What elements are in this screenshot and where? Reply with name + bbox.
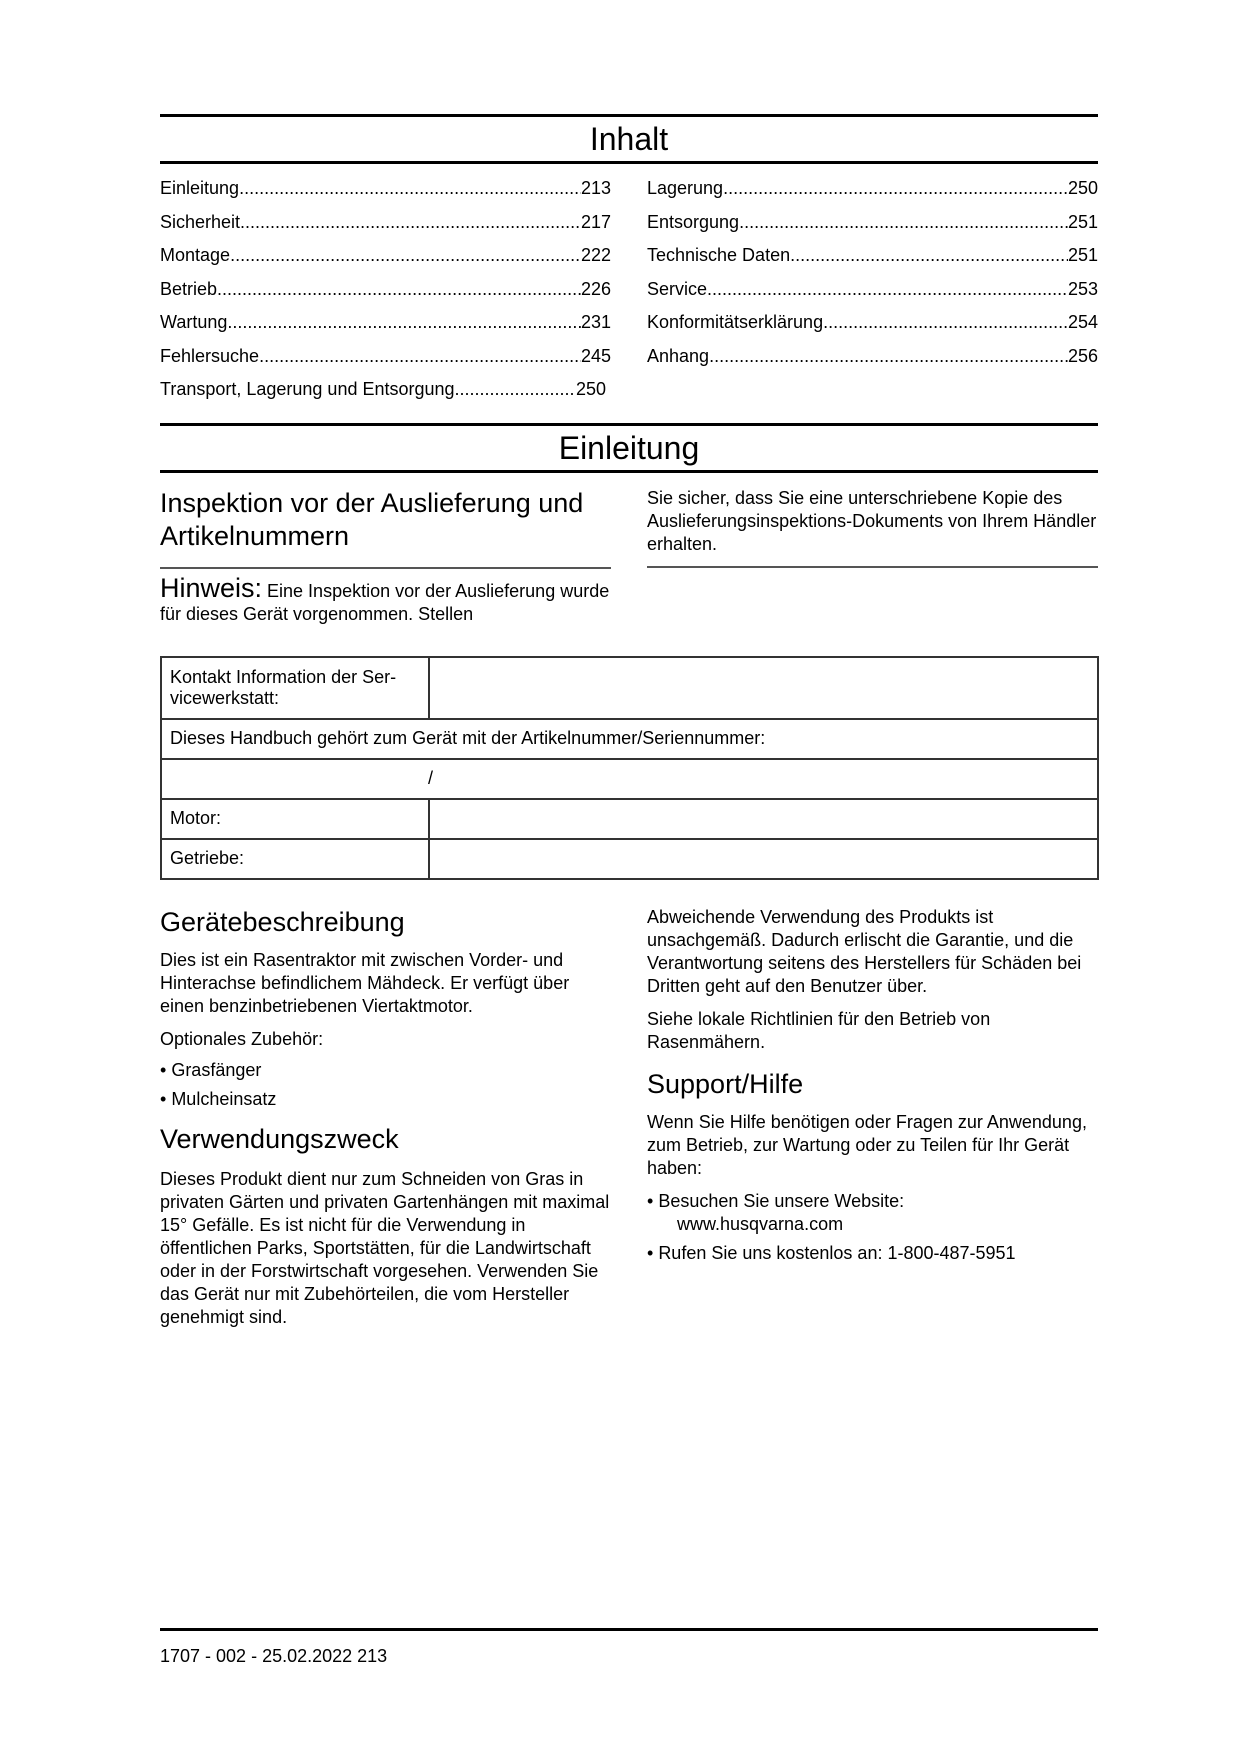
toc-entry[interactable] [160, 373, 606, 407]
service-info-table [160, 656, 1099, 880]
toc-entry-label: Fehlersuche [160, 345, 260, 366]
toc-leader [240, 206, 581, 240]
toc-entry-label: Transport, Lagerung und Entsorgung [160, 379, 455, 399]
support-list [647, 1190, 1098, 1265]
toc-right-column [647, 172, 1098, 407]
toc-entry-page: 256 [1067, 345, 1098, 366]
toc-entry[interactable] [160, 340, 611, 374]
toc-entry-page: 222 [580, 245, 611, 265]
description-section [160, 906, 1098, 1329]
manual-serial-label: Dieses Handbuch gehört zum Gerät mit der Artikelnummer/Seriennummer: [161, 719, 1098, 759]
toc-leader [723, 172, 1068, 206]
toc-entry-page: 213 [580, 178, 611, 198]
getriebe-label: Getriebe: [161, 839, 429, 879]
toc-left-column [160, 172, 611, 407]
list-item: • Grasfänger [160, 1059, 611, 1082]
toc-entry-page: 250 [575, 379, 606, 399]
serial-slash: / [428, 768, 434, 788]
list-item: • Mulcheinsatz [160, 1088, 611, 1111]
toc-leader [790, 239, 1068, 273]
accessory-list [160, 1059, 611, 1111]
richtlinien-text: Siehe lokale Richtlinien für den Betrieb von Rasenmähern. [647, 1008, 991, 1052]
toc-leader [239, 172, 581, 206]
contact-label: Kontakt Information der Ser-vicewerkstatt: [161, 657, 429, 719]
intro-title: Einleitung [160, 423, 1098, 473]
toc-entry[interactable] [647, 273, 1098, 307]
toc-entry-label: Anhang [647, 345, 710, 366]
toc-title: Inhalt [160, 114, 1098, 164]
toc-entry[interactable] [160, 306, 611, 340]
toc-entry-label: Technische Daten [647, 245, 791, 265]
getriebe-value-field[interactable] [429, 839, 1098, 879]
hinweis-note [160, 572, 611, 626]
hinweis-text: Eine Inspektion vor der Auslieferung wurde für dieses Gerät vorgenommen. Stellen [160, 580, 610, 624]
table-of-contents [160, 172, 1098, 407]
optional-label: Optionales Zubehör: [160, 1028, 324, 1049]
motor-label: Motor: [161, 799, 429, 839]
website-label: Besuchen Sie unsere Website: [658, 1190, 905, 1211]
toc-entry[interactable] [647, 206, 1098, 240]
contact-value-field[interactable] [429, 657, 1098, 719]
motor-value-field[interactable] [429, 799, 1098, 839]
toc-leader [455, 373, 576, 407]
toc-entry[interactable] [647, 172, 1098, 206]
toc-entry-page: 226 [580, 278, 611, 299]
toc-entry-page: 217 [580, 211, 611, 232]
website-link[interactable]: www.husqvarna.com [677, 1213, 844, 1234]
toc-entry[interactable] [160, 172, 611, 206]
divider [160, 567, 611, 569]
zweck-text: Dieses Produkt dient nur zum Schneiden von Gras in privaten Gärten und privaten Gartenhängen mit maximal 15° Gefälle. Es ist nicht für die Verwendung in öffentlichen Parks, Sportstätten, für die Landwirtschaft oder in der Forstwirtschaft vorgesehen. Verwenden Sie das Gerät nur mit Zubehörteilen, die vom Hersteller genehmigt sind. [160, 1168, 610, 1327]
divider [647, 566, 1098, 568]
description-left [160, 906, 611, 1329]
toc-leader [823, 306, 1068, 340]
inspection-section [160, 487, 1098, 626]
toc-entry-label: Wartung [160, 312, 228, 332]
toc-entry-page: 251 [1067, 245, 1098, 265]
manual-page [160, 114, 1098, 1329]
inspection-heading: Inspektion vor der Auslieferung und Artikelnummern [160, 487, 584, 551]
toc-entry-label: Lagerung [647, 178, 724, 198]
support-text: Wenn Sie Hilfe benötigen oder Fragen zur Anwendung, zum Betrieb, zur Wartung oder zu Teilen für Ihr Gerät haben: [647, 1111, 1087, 1178]
inspection-right-text: Sie sicher, dass Sie eine unterschriebene Kopie des Auslieferungsinspektions-Dokuments von Ihrem Händler erhalten. [647, 487, 1097, 554]
geraet-heading: Gerätebeschreibung [160, 906, 405, 937]
toc-leader [739, 206, 1068, 240]
toc-entry-label: Sicherheit [160, 211, 241, 232]
toc-entry[interactable] [647, 340, 1098, 374]
toc-entry-label: Einleitung [160, 178, 240, 198]
toc-entry-page: 254 [1067, 312, 1098, 332]
toc-entry-label: Entsorgung [647, 211, 740, 232]
page-footer [160, 1628, 1098, 1667]
toc-leader [707, 273, 1068, 307]
footer-text: 1707 - 002 - 25.02.2022 [160, 1646, 358, 1666]
toc-leader [217, 273, 581, 307]
abweichend-text: Abweichende Verwendung des Produkts ist unsachgemäß. Dadurch erlischt die Garantie, und die Verantwortung seitens des Herstellers für Schäden bei Dritten geht auf den Benutzer über. [647, 906, 1082, 996]
toc-entry[interactable] [160, 206, 611, 240]
toc-entry[interactable] [647, 239, 1098, 273]
toc-entry[interactable] [647, 306, 1098, 340]
page-number: 213 [357, 1646, 388, 1666]
toc-entry-label: Service [647, 278, 708, 299]
hinweis-label: Hinweis: [160, 572, 263, 603]
list-item: • Rufen Sie uns kostenlos an: 1-800-487-5951 [647, 1242, 1098, 1265]
toc-entry-label: Betrieb [160, 278, 218, 299]
geraet-text: Dies ist ein Rasentraktor mit zwischen Vorder- und Hinterachse befindlichem Mähdeck. Er verfügt über einen benzinbetriebenen Viertaktmotor. [160, 949, 570, 1016]
serial-number-field[interactable] [161, 759, 1098, 799]
toc-entry-page: 245 [580, 345, 611, 366]
toc-leader [230, 239, 581, 273]
toc-entry-page: 251 [1067, 211, 1098, 232]
toc-entry-page: 250 [1067, 178, 1098, 198]
list-item [647, 1190, 1098, 1236]
toc-entry[interactable] [160, 273, 611, 307]
description-right [647, 906, 1098, 1329]
support-heading: Support/Hilfe [647, 1068, 804, 1099]
inspection-left [160, 487, 611, 626]
toc-entry[interactable] [160, 239, 611, 273]
inspection-right [647, 487, 1098, 626]
toc-entry-label: Montage [160, 245, 231, 265]
toc-entry-page: 253 [1067, 278, 1098, 299]
zweck-heading: Verwendungszweck [160, 1123, 399, 1154]
toc-leader [709, 340, 1068, 374]
toc-leader [227, 306, 581, 340]
toc-leader [259, 340, 581, 374]
toc-entry-label: Konformitätserklärung [647, 312, 824, 332]
toc-entry-page: 231 [580, 312, 611, 332]
